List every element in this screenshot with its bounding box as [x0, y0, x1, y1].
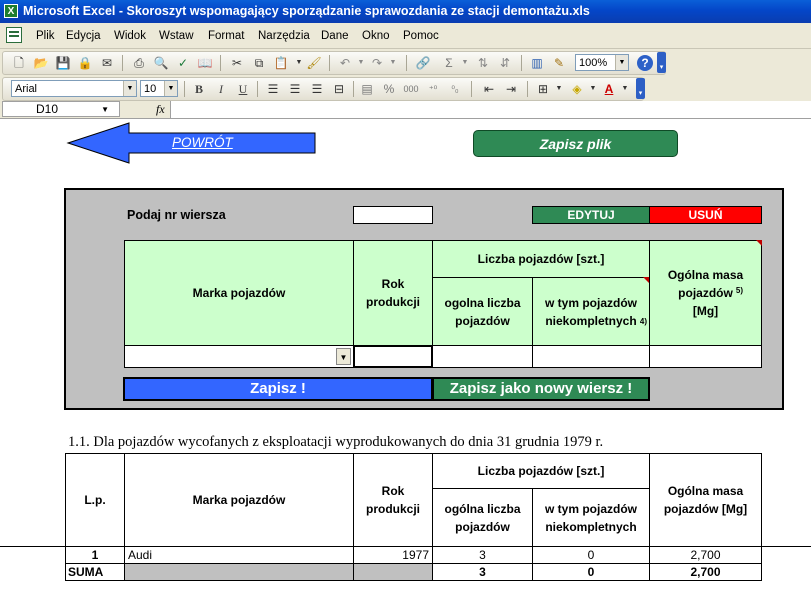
sort-descending-icon[interactable]: ⇵ — [499, 56, 511, 70]
autosum-dropdown-icon[interactable]: ▼ — [461, 59, 469, 66]
comment-indicator[interactable] — [756, 240, 762, 246]
standard-toolbar — [0, 49, 811, 75]
email-icon[interactable]: ✉ — [101, 56, 113, 70]
fill-dropdown-icon[interactable]: ▼ — [589, 85, 597, 92]
underline-icon[interactable]: U — [238, 82, 248, 96]
menu-dane[interactable]: Dane — [321, 30, 349, 42]
footnote-4: 4) — [639, 317, 647, 326]
font-size-combo[interactable] — [140, 80, 178, 97]
font-color-icon[interactable]: A — [604, 82, 614, 96]
cell-total[interactable]: 3 — [432, 546, 533, 564]
copy-icon[interactable]: ⧉ — [254, 56, 264, 70]
borders-icon[interactable]: ⊞ — [537, 82, 549, 96]
new-file-icon[interactable]: 🗋 — [14, 56, 24, 70]
bold-icon[interactable]: B — [194, 82, 203, 96]
autosum-icon[interactable]: Σ — [445, 56, 453, 70]
save-file-button[interactable]: Zapisz plik — [473, 130, 678, 157]
currency-icon[interactable]: ▤ — [361, 82, 373, 96]
menu-okno[interactable]: Okno — [362, 30, 390, 42]
col-header-count-group: Liczba pojazdów [szt.] — [432, 453, 650, 489]
cell-incomplete[interactable]: 0 — [532, 546, 650, 564]
form-header-year: Rok produkcji — [353, 240, 433, 346]
menu-narzedzia[interactable]: Narzędzia — [258, 30, 310, 42]
name-box[interactable] — [2, 101, 120, 117]
menu-pomoc[interactable]: Pomoc — [403, 30, 439, 42]
borders-dropdown-icon[interactable]: ▼ — [555, 85, 563, 92]
undo-dropdown-icon[interactable]: ▼ — [357, 59, 365, 66]
section-heading: 1.1. Dla pojazdów wycofanych z eksploatacji wyprodukowanych do dnia 31 grudnia 1979 r. — [68, 434, 604, 450]
merge-center-icon[interactable]: ⊟ — [333, 82, 345, 96]
increase-decimal-icon[interactable]: ⁺⁰ — [428, 84, 438, 94]
row-number-label: Podaj nr wiersza — [127, 208, 226, 222]
menu-plik[interactable]: Plik — [36, 30, 55, 42]
menu-wstaw[interactable]: Wstaw — [159, 30, 194, 42]
col-header-lp: L.p. — [65, 453, 125, 547]
sum-incomplete: 0 — [532, 563, 650, 581]
print-icon[interactable]: ⎙ — [134, 56, 144, 70]
decrease-indent-icon[interactable]: ⇤ — [483, 82, 495, 96]
print-preview-icon[interactable]: 🔍 — [153, 56, 169, 70]
back-button[interactable] — [66, 122, 318, 164]
font-size-value: 10 — [144, 83, 157, 95]
chevron-down-icon[interactable]: ▼ — [101, 105, 109, 114]
sum-make-cell — [124, 563, 354, 581]
function-icon[interactable]: fx — [156, 102, 165, 116]
chart-wizard-icon[interactable]: ▥ — [531, 56, 543, 70]
paste-dropdown-icon[interactable]: ▼ — [295, 59, 303, 66]
form-header-mass — [649, 240, 762, 346]
cell-reference: D10 — [36, 102, 59, 116]
help-icon[interactable]: ? — [637, 55, 653, 71]
chevron-down-icon[interactable]: ▼ — [164, 81, 177, 96]
hyperlink-icon[interactable]: 🔗 — [415, 56, 431, 70]
undo-icon[interactable]: ↶ — [339, 56, 351, 70]
sort-ascending-icon[interactable]: ⇅ — [477, 56, 489, 70]
align-center-icon[interactable]: ☰ — [289, 82, 301, 96]
back-label: POWRÓT — [172, 135, 233, 150]
form-header-total: ogolna liczba pojazdów — [432, 277, 533, 346]
cell-lp[interactable]: 1 — [65, 546, 125, 564]
thousands-icon[interactable]: 000 — [403, 84, 419, 94]
menu-edycja[interactable]: Edycja — [66, 30, 101, 42]
col-header-year: Rok produkcji — [353, 453, 433, 547]
permission-icon[interactable]: 🔒 — [77, 56, 93, 70]
font-value: Arial — [15, 83, 38, 95]
menu-bar — [0, 23, 811, 49]
sum-mass: 2,700 — [649, 563, 762, 581]
formatting-toolbar — [0, 75, 811, 101]
format-painter-icon[interactable]: 🖌 — [306, 56, 322, 70]
cell-make[interactable]: Audi — [124, 546, 354, 564]
paste-icon[interactable]: 📋 — [273, 56, 289, 70]
cut-icon[interactable]: ✂ — [231, 56, 243, 70]
mass-input[interactable] — [649, 345, 762, 368]
sum-total: 3 — [432, 563, 533, 581]
toolbar-options-icon[interactable]: ▾ — [657, 52, 666, 73]
col-header-incomplete: w tym pojazdów niekompletnych — [532, 488, 650, 547]
sum-year-cell — [353, 563, 433, 581]
col-header-mass: Ogólna masa pojazdów [Mg] — [649, 453, 762, 547]
menu-widok[interactable]: Widok — [114, 30, 146, 42]
title-bar — [0, 0, 811, 23]
window-title: Microsoft Excel - Skoroszyt wspomagający sporządzanie sprawozdania ze stacji demontażu.xls — [23, 4, 590, 18]
delete-button[interactable]: USUŃ — [649, 206, 762, 224]
form-header-incomplete — [532, 277, 650, 346]
edit-button[interactable]: EDYTUJ — [532, 206, 650, 224]
incomplete-input[interactable] — [532, 345, 650, 368]
zoom-value: 100% — [579, 57, 608, 69]
align-right-icon[interactable]: ☰ — [311, 82, 323, 96]
col-header-total: ogólna liczba pojazdów — [432, 488, 533, 547]
excel-icon: X — [4, 4, 18, 18]
standard-toolbar-group — [2, 51, 666, 75]
col-header-make: Marka pojazdów — [124, 453, 354, 547]
toolbar-options-icon[interactable]: ▾ — [636, 78, 645, 99]
redo-icon[interactable]: ↷ — [371, 56, 383, 70]
fill-color-icon[interactable]: ◈ — [572, 82, 582, 96]
form-header-mass-text: Ogólna masa pojazdów — [667, 268, 744, 300]
cell-mass[interactable]: 2,700 — [649, 546, 762, 564]
zoom-combo[interactable] — [575, 54, 629, 71]
font-combo[interactable] — [11, 80, 137, 97]
row-number-input[interactable] — [353, 206, 433, 224]
formatting-toolbar-group — [2, 77, 644, 101]
chevron-down-icon[interactable]: ▼ — [123, 81, 136, 96]
italic-icon[interactable]: I — [219, 82, 223, 96]
make-dropdown[interactable] — [124, 345, 354, 368]
sum-label: SUMA — [65, 563, 125, 581]
form-header-make: Marka pojazdów — [124, 240, 354, 346]
save-icon[interactable]: 💾 — [55, 56, 71, 70]
save-as-new-row-button[interactable]: Zapisz jako nowy wiersz ! — [432, 377, 650, 401]
redo-dropdown-icon[interactable]: ▼ — [389, 59, 397, 66]
align-left-icon[interactable]: ☰ — [267, 82, 279, 96]
cell-year[interactable]: 1977 — [353, 546, 433, 564]
formula-bar — [0, 101, 811, 118]
form-header-incomplete-text: w tym pojazdów niekompletnych — [544, 295, 637, 328]
save-button[interactable]: Zapisz ! — [123, 377, 433, 401]
chevron-down-icon[interactable]: ▼ — [336, 348, 351, 365]
footnote-5: 5) — [735, 286, 743, 295]
year-input[interactable] — [353, 345, 433, 368]
chevron-down-icon[interactable]: ▼ — [615, 55, 628, 70]
spelling-icon[interactable]: ✓ — [177, 56, 189, 70]
drawing-icon[interactable]: ✎ — [553, 56, 565, 70]
open-folder-icon[interactable]: 📂 — [33, 56, 49, 70]
percent-icon[interactable]: % — [383, 82, 395, 96]
total-input[interactable] — [432, 345, 533, 368]
font-color-dropdown-icon[interactable]: ▼ — [621, 85, 629, 92]
form-header-count-group: Liczba pojazdów [szt.] — [432, 240, 650, 278]
decrease-decimal-icon[interactable]: ⁰₀ — [451, 84, 459, 94]
menu-format[interactable]: Format — [208, 30, 245, 42]
formula-input[interactable] — [170, 101, 811, 118]
form-header-mass-unit: [Mg] — [692, 304, 719, 318]
research-icon[interactable]: 📖 — [197, 56, 213, 70]
sheet-icon — [6, 27, 22, 43]
increase-indent-icon[interactable]: ⇥ — [505, 82, 517, 96]
